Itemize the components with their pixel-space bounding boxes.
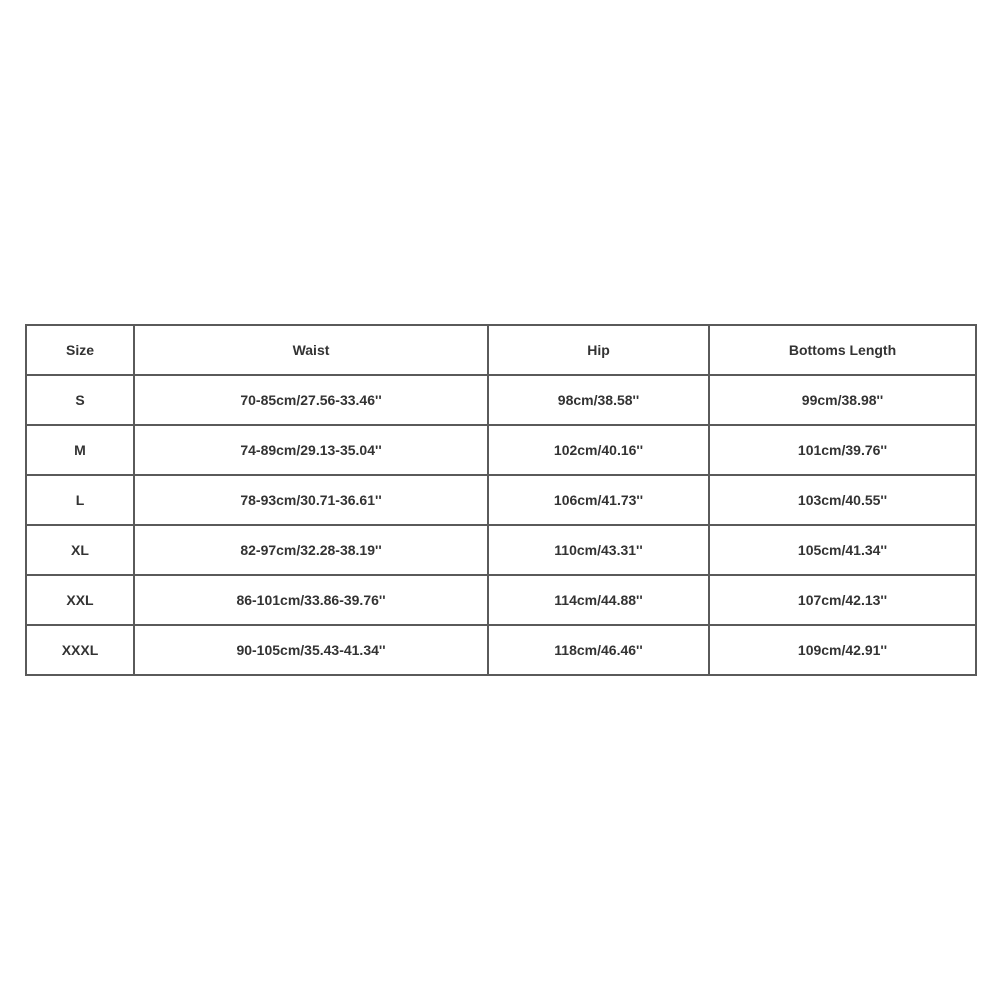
cell-size: S [26,375,134,425]
header-hip: Hip [488,325,709,375]
cell-hip: 118cm/46.46'' [488,625,709,675]
cell-bottoms-length: 99cm/38.98'' [709,375,976,425]
table-row [26,475,976,525]
table-row [26,625,976,675]
cell-size: L [26,475,134,525]
cell-hip: 114cm/44.88'' [488,575,709,625]
table-row [26,425,976,475]
cell-waist: 82-97cm/32.28-38.19'' [134,525,488,575]
table-row [26,575,976,625]
cell-size: M [26,425,134,475]
cell-bottoms-length: 109cm/42.91'' [709,625,976,675]
cell-bottoms-length: 101cm/39.76'' [709,425,976,475]
cell-hip: 110cm/43.31'' [488,525,709,575]
size-chart-table [25,324,977,676]
cell-bottoms-length: 103cm/40.55'' [709,475,976,525]
cell-waist: 70-85cm/27.56-33.46'' [134,375,488,425]
header-row [26,325,976,375]
cell-bottoms-length: 105cm/41.34'' [709,525,976,575]
cell-waist: 86-101cm/33.86-39.76'' [134,575,488,625]
cell-waist: 78-93cm/30.71-36.61'' [134,475,488,525]
cell-size: XL [26,525,134,575]
cell-bottoms-length: 107cm/42.13'' [709,575,976,625]
table-row [26,525,976,575]
cell-size: XXL [26,575,134,625]
header-size: Size [26,325,134,375]
header-bottoms-length: Bottoms Length [709,325,976,375]
header-waist: Waist [134,325,488,375]
cell-hip: 102cm/40.16'' [488,425,709,475]
cell-size: XXXL [26,625,134,675]
cell-waist: 90-105cm/35.43-41.34'' [134,625,488,675]
cell-hip: 98cm/38.58'' [488,375,709,425]
table-row [26,375,976,425]
cell-hip: 106cm/41.73'' [488,475,709,525]
cell-waist: 74-89cm/29.13-35.04'' [134,425,488,475]
